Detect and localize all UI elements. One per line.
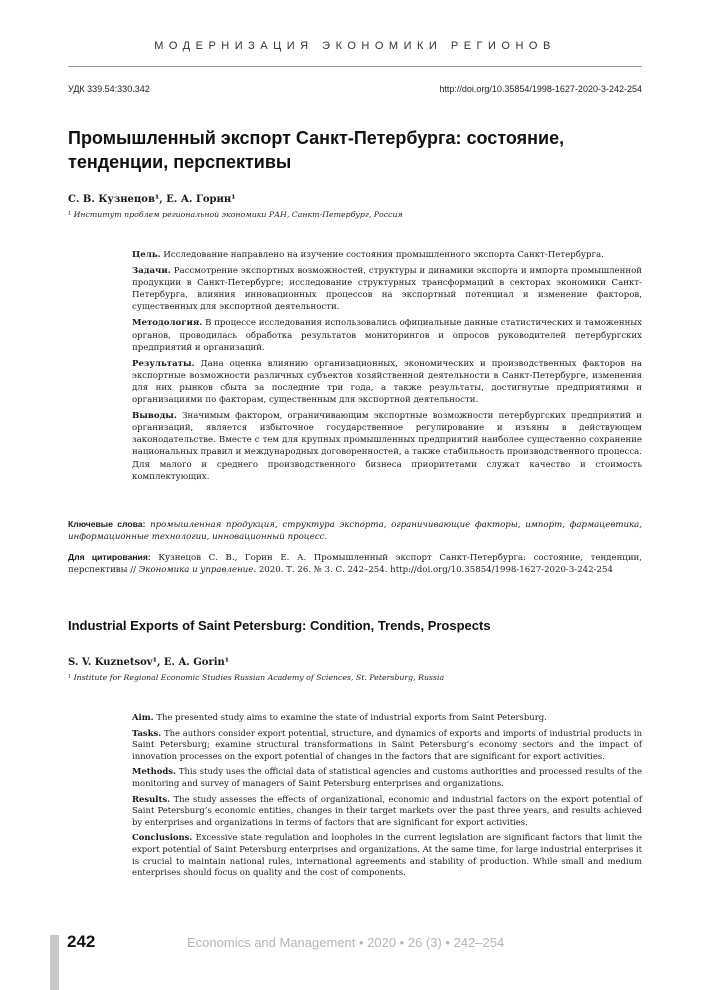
abstract-en-aim: Aim. The presented study aims to examine the state of industrial exports from Saint Petersburg. bbox=[132, 712, 547, 722]
abstract-ru-results: Результаты. Дана оценка влиянию организационных, экономических и производственных факторов на экспортные возможности различных субъектов хозяйственной деятельности в Санкт-Петербурге, изменения для них рынков сбыта за последние три года, а также результаты, достигнутые предприятиями и организациями по факторам, существенным для экспортной деятельности. bbox=[132, 358, 642, 406]
abstract-ru-methodology: Методология. В процессе исследования использовались официальные данные статистических и таможенных органов, проводилась обработка результатов мониторингов и опросов руководителей петербургских предприятий и организаций. bbox=[132, 318, 642, 353]
journal-footer: Economics and Management • 2020 • 26 (3) • 242–254 bbox=[187, 935, 505, 950]
abstract-en-tasks: Tasks. The authors consider export potential, structure, and dynamics of exports and imports of industrial products in Saint Petersburg; examine structural transformations in Saint Petersburg’s economy sectors and the impact of innovation processes on the export potential of changes in the factors that are significant for export activities. bbox=[132, 727, 643, 761]
keywords-list: промышленная продукция, структура экспорта, ограничивающие факторы, импорт, фармацевтика, информационные технологии, инновационный процесс. bbox=[68, 520, 642, 543]
affiliation-ru: ¹ Институт проблем региональной экономики РАН, Санкт-Петербург, Россия bbox=[68, 210, 403, 219]
citation-label: Для цитирования: bbox=[68, 552, 151, 562]
abstract-en-results: Results. The study assesses the effects of organizational, economic and industrial factors on the export potential of Saint Petersburg’s economic entities, changes in their target markets over the past three years, and results achieved by enterprises and organizations in terms of factors that are significant for export activities. bbox=[132, 793, 642, 827]
keywords-ru bbox=[68, 518, 642, 543]
abstract-ru-aim: Цель. Исследование направлено на изучение состояния промышленного экспорта Санкт-Петербурга. bbox=[132, 250, 604, 260]
abstract-ru-tasks: Задачи. Рассмотрение экспортных возможностей, структуры и динамики экспорта и импорта промышленной продукции в Санкт-Петербурге; исследование структурных трансформаций в секторах экономики Санкт-Петербурга, влияния инновационных процессов на экспортный потенциал и изменение факторов, существенных для экспортной деятельности. bbox=[132, 266, 642, 313]
article-title-en: Industrial Exports of Saint Petersburg: Condition, Trends, Prospects bbox=[68, 618, 491, 633]
running-head: МОДЕРНИЗАЦИЯ ЭКОНОМИКИ РЕГИОНОВ bbox=[154, 40, 556, 52]
abstract-en-conclusions: Conclusions. Excessive state regulation and loopholes in the current legislation are significant factors that limit the export potential of Saint Petersburg enterprises and organizations. At the same time, for large industrial enterprises it is crucial to maintain national rules, international agreements and stability of production. While small and medium enterprises should focus on quality and the cost of components. bbox=[132, 832, 642, 878]
authors-ru: С. В. Кузнецов¹, Е. А. Горин¹ bbox=[68, 194, 236, 205]
authors-en: S. V. Kuznetsov¹, E. A. Gorin¹ bbox=[68, 657, 230, 668]
article-title-ru: Промышленный экспорт Санкт-Петербурга: состояние, тенденции, перспективы bbox=[68, 128, 565, 172]
doi-link[interactable]: http://doi.org/10.35854/1998-1627-2020-3-242-254 bbox=[439, 84, 642, 94]
citation-ru: Для цитирования: Кузнецов С. В., Горин Е. А. Промышленный экспорт Санкт-Петербурга: состояние, тенденции, перспективы // Экономика и управление. 2020. Т. 26. № 3. С. 242–254. http://doi.org/10.35854/1998-1627-2020-3-242-254 bbox=[68, 552, 643, 576]
header-divider bbox=[68, 66, 642, 67]
citation-journal: Экономика и управление. bbox=[138, 565, 257, 576]
udk-code: УДК 339.54:330.342 bbox=[68, 84, 150, 94]
page-edge-bar bbox=[50, 935, 59, 990]
page-number: 242 bbox=[67, 932, 96, 951]
abstract-ru bbox=[132, 249, 642, 487]
abstract-en-methods: Methods. This study uses the official data of statistical agencies and customs authorities and processed results of the monitoring and survey of managers of Saint Petersburg enterprises and organizations. bbox=[132, 766, 643, 788]
keywords-label: Ключевые слова: bbox=[68, 519, 146, 529]
abstract-ru-conclusions: Выводы. Значимым фактором, ограничивающим экспортные возможности петербургских предприятий и организаций, является избыточное государственное регулирование и изъяны в действующем законодательстве. Вместе с тем для крупных промышленных предприятий наиболее существенно сохранение национальных правил и международных договоренностей, а также стабильность производственного процесса. Для малого и среднего производственного бизнеса приоритетами служат качество и стоимость комплектующих. bbox=[132, 411, 643, 482]
abstract-en bbox=[132, 712, 642, 883]
affiliation-en: ¹ Institute for Regional Economic Studies Russian Academy of Sciences, St. Petersburg, Russia bbox=[68, 673, 445, 682]
